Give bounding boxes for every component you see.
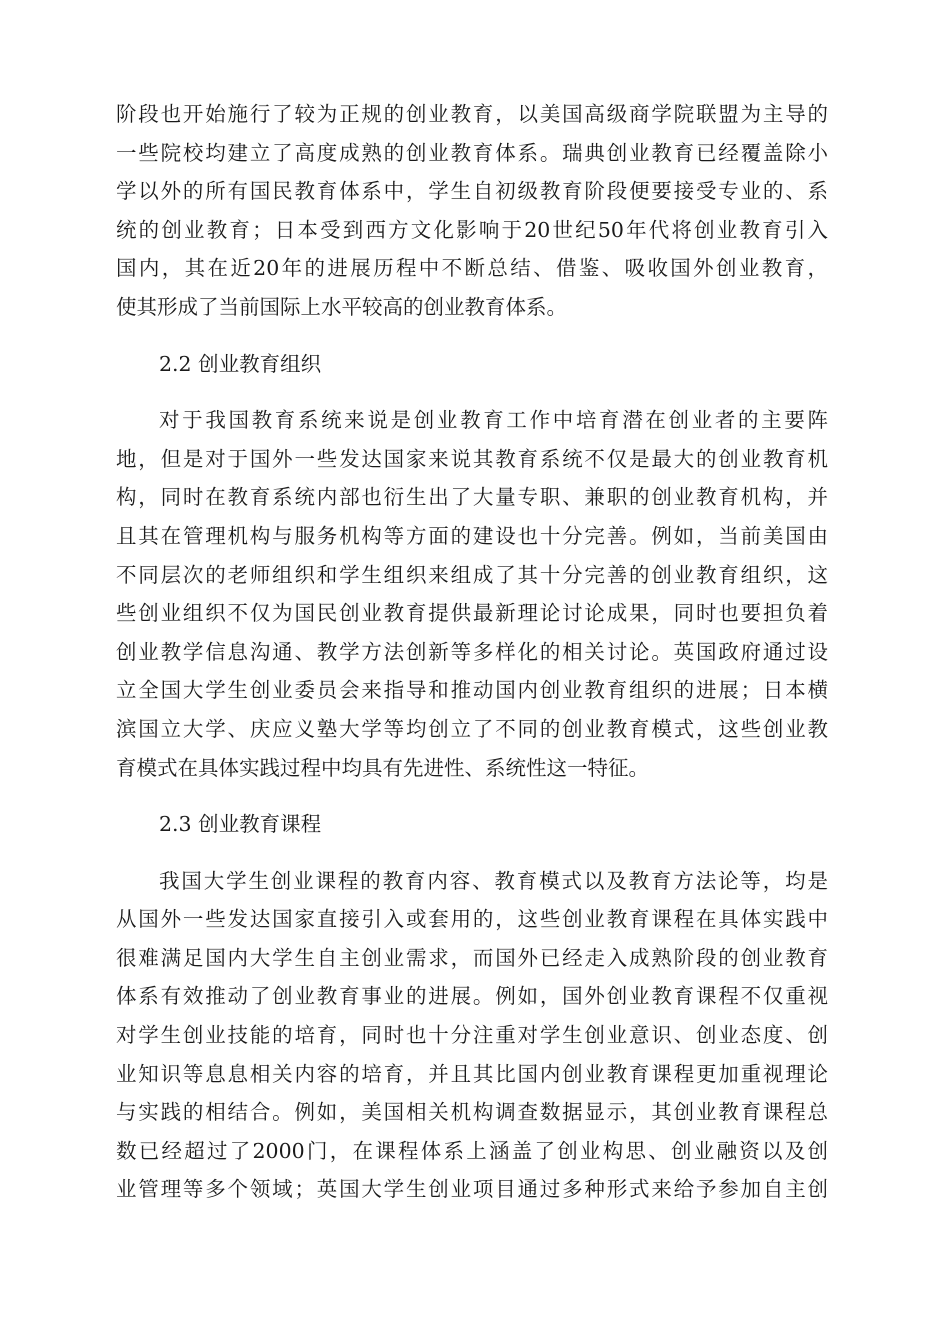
text-line: 很难满足国内大学生自主创业需求，而国外已经走入成熟阶段的创业教育 — [116, 945, 828, 970]
section-heading-2-3: 2.3 创业教育课程 — [159, 812, 322, 837]
text-line: 对于我国教育系统来说是创业教育工作中培育潜在创业者的主要阵 — [159, 408, 828, 433]
text-line: 创业教学信息沟通、教学方法创新等多样化的相关讨论。英国政府通过设 — [116, 639, 828, 664]
text-line: 数已经超过了2000门，在课程体系上涵盖了创业构思、创业融资以及创 — [116, 1138, 828, 1163]
text-line: 使其形成了当前国际上水平较高的创业教育体系。 — [116, 294, 567, 319]
text-line: 我国大学生创业课程的教育内容、教育模式以及教育方法论等，均是 — [159, 868, 828, 893]
text-line: 与实践的相结合。例如，美国相关机构调查数据显示，其创业教育课程总 — [116, 1100, 828, 1125]
text-line: 育模式在具体实践过程中均具有先进性、系统性这一特征。 — [116, 755, 649, 780]
spacer — [116, 787, 828, 805]
document-page — [116, 95, 828, 1209]
spacer — [116, 327, 828, 345]
spacer — [116, 383, 828, 401]
text-line: 构，同时在教育系统内部也衍生出了大量专职、兼职的创业教育机构，并 — [116, 485, 828, 510]
text-line: 从国外一些发达国家直接引入或套用的，这些创业教育课程在具体实践中 — [116, 907, 828, 932]
text-line: 体系有效推动了创业教育事业的进展。例如，国外创业教育课程不仅重视 — [116, 984, 828, 1009]
paragraph-intro-continuation — [116, 95, 828, 327]
text-line: 一些院校均建立了高度成熟的创业教育体系。瑞典创业教育已经覆盖除小 — [116, 140, 828, 165]
text-line: 业管理等多个领域；英国大学生创业项目通过多种形式来给予参加自主创 — [116, 1177, 828, 1202]
section-heading-2-2: 2.2 创业教育组织 — [159, 351, 322, 376]
text-line: 业知识等息息相关内容的培育，并且其比国内创业教育课程更加重视理论 — [116, 1061, 828, 1086]
paragraph-section-2-2 — [116, 401, 828, 787]
text-line: 不同层次的老师组织和学生组织来组成了其十分完善的创业教育组织，这 — [116, 562, 828, 587]
text-line: 且其在管理机构与服务机构等方面的建设也十分完善。例如，当前美国由 — [116, 523, 828, 548]
text-line: 地，但是对于国外一些发达国家来说其教育系统不仅是最大的创业教育机 — [116, 446, 828, 471]
text-line: 统的创业教育；日本受到西方文化影响于20世纪50年代将创业教育引入 — [116, 217, 828, 242]
spacer — [116, 844, 828, 862]
text-line: 学以外的所有国民教育体系中，学生自初级教育阶段便要接受专业的、系 — [116, 179, 828, 204]
text-line: 滨国立大学、庆应义塾大学等均创立了不同的创业教育模式，这些创业教 — [116, 716, 828, 741]
text-line: 国内，其在近20年的进展历程中不断总结、借鉴、吸收国外创业教育， — [116, 256, 828, 281]
text-line: 阶段也开始施行了较为正规的创业教育，以美国高级商学院联盟为主导的 — [116, 102, 828, 126]
text-line: 些创业组织不仅为国民创业教育提供最新理论讨论成果，同时也要担负着 — [116, 601, 828, 626]
text-line: 立全国大学生创业委员会来指导和推动国内创业教育组织的进展；日本横 — [116, 678, 828, 703]
paragraph-section-2-3 — [116, 862, 828, 1209]
text-line: 对学生创业技能的培育，同时也十分注重对学生创业意识、创业态度、创 — [116, 1023, 828, 1048]
